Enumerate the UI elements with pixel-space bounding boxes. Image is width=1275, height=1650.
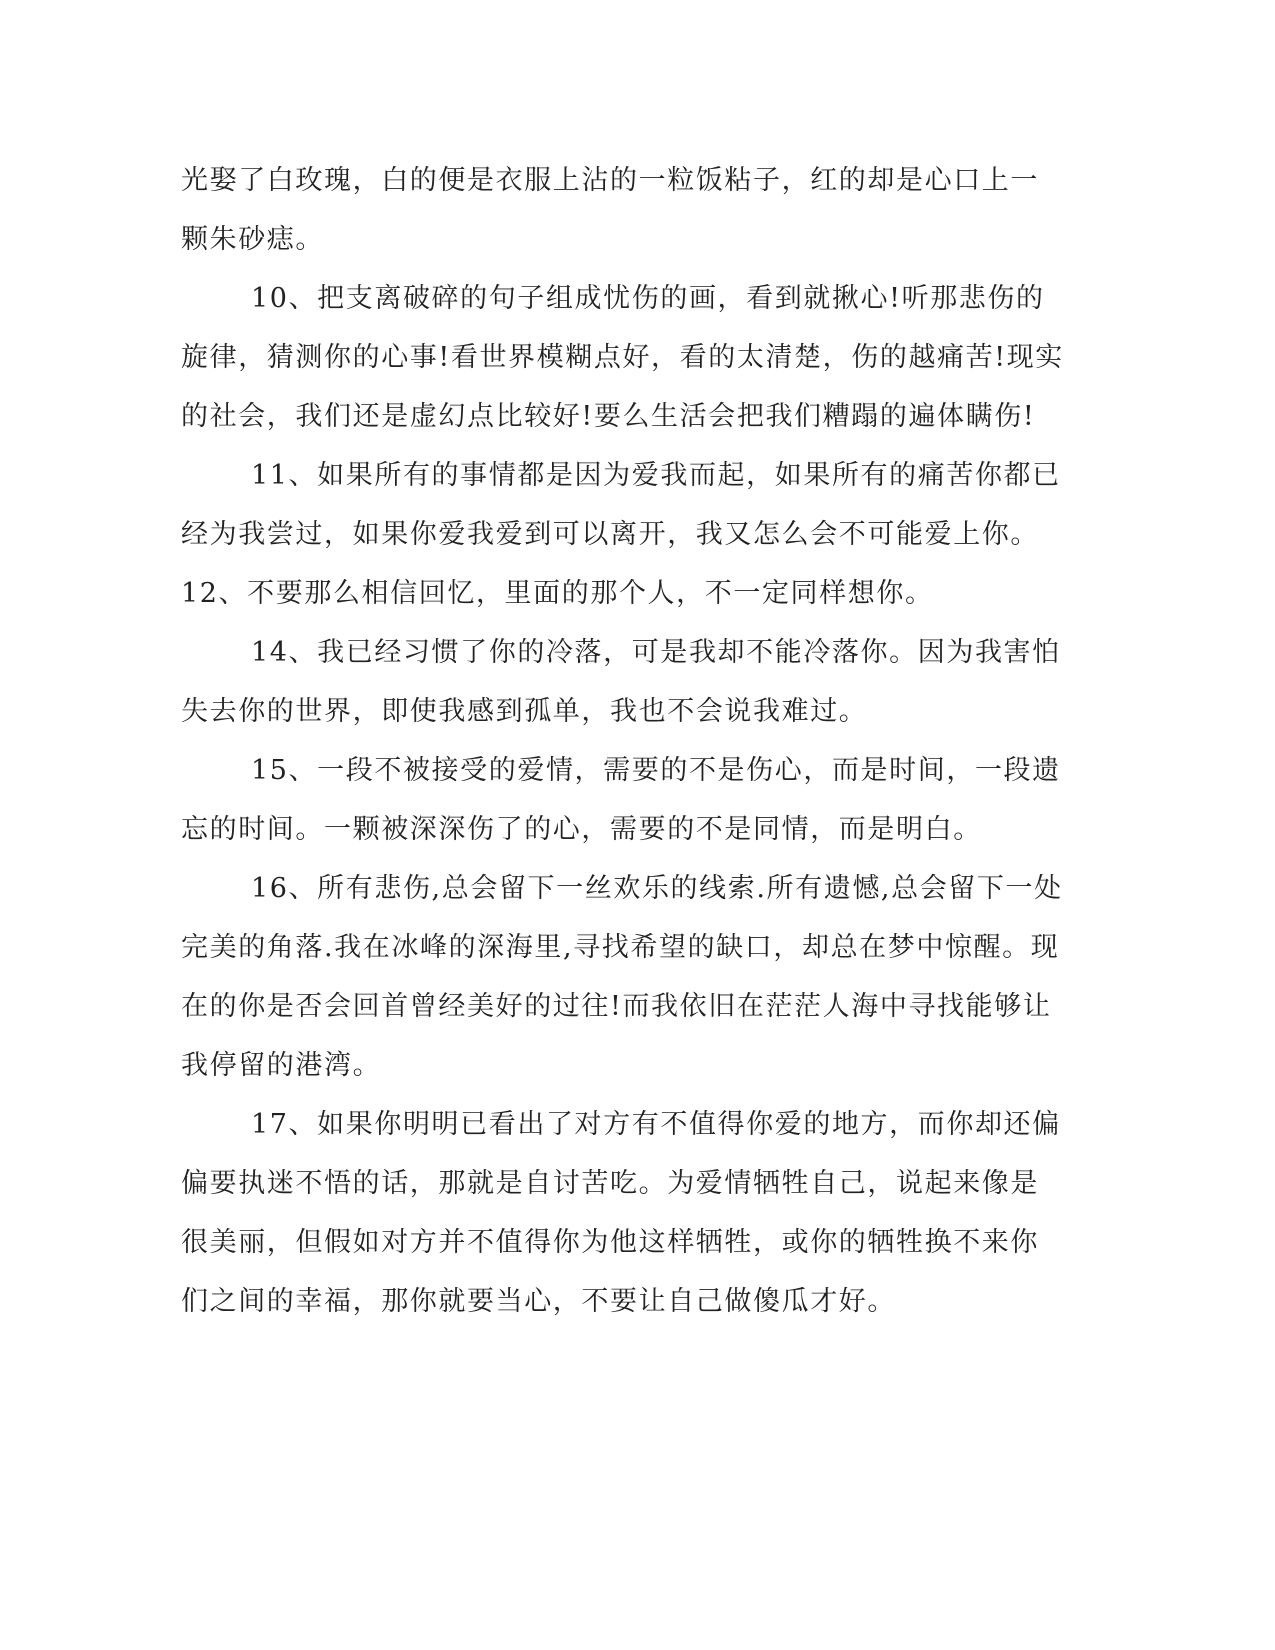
item-11-line: 11、如果所有的事情都是因为爱我而起，如果所有的痛苦你都已: [251, 460, 1061, 491]
item-12-line: 12、不要那么相信回忆，里面的那个人，不一定同样想你。: [181, 578, 934, 609]
text-line: 忘的时间。一颗被深深伤了的心，需要的不是同情，而是明白。: [181, 814, 982, 845]
text-line: 旋律，猜测你的心事!看世界模糊点好，看的太清楚，伤的越痛苦!现实: [181, 342, 1064, 373]
text-line: 在的你是否会回首曾经美好的过往!而我依旧在茫茫人海中寻找能够让: [181, 991, 1052, 1022]
item-14-line: 14、我已经习惯了你的冷落，可是我却不能冷落你。因为我害怕: [251, 637, 1061, 668]
text-line: 经为我尝过，如果你爱我爱到可以离开，我又怎么会不可能爱上你。: [181, 519, 1039, 550]
text-line: 失去你的世界，即使我感到孤单，我也不会说我难过。: [181, 696, 868, 727]
item-15-line: 15、一段不被接受的爱情，需要的不是伤心，而是时间，一段遗: [251, 755, 1061, 786]
text-line: 我停留的港湾。: [181, 1050, 382, 1081]
item-17-line: 17、如果你明明已看出了对方有不值得你爱的地方，而你却还偏: [251, 1109, 1061, 1140]
text-line: 颗朱砂痣。: [181, 224, 324, 255]
item-10-line: 10、把支离破碎的句子组成忧伤的画，看到就揪心!听那悲伤的: [251, 283, 1045, 314]
text-line: 的社会，我们还是虚幻点比较好!要么生活会把我们糟蹋的遍体瞒伤!: [181, 401, 1036, 432]
item-16-line: 16、所有悲伤,总会留下一丝欢乐的线索.所有遗憾,总会留下一处: [251, 873, 1063, 904]
text-line: 很美丽，但假如对方并不值得你为他这样牺牲，或你的牺牲换不来你: [181, 1227, 1039, 1258]
text-line: 完美的角落.我在冰峰的深海里,寻找希望的缺口，却总在梦中惊醒。现: [181, 932, 1060, 963]
text-line: 光娶了白玫瑰，白的便是衣服上沾的一粒饭粘子，红的却是心口上一: [181, 165, 1039, 196]
text-line: 偏要执迷不悟的话，那就是自讨苦吃。为爱情牺牲自己，说起来像是: [181, 1168, 1039, 1199]
text-line: 们之间的幸福，那你就要当心，不要让自己做傻瓜才好。: [181, 1286, 896, 1317]
